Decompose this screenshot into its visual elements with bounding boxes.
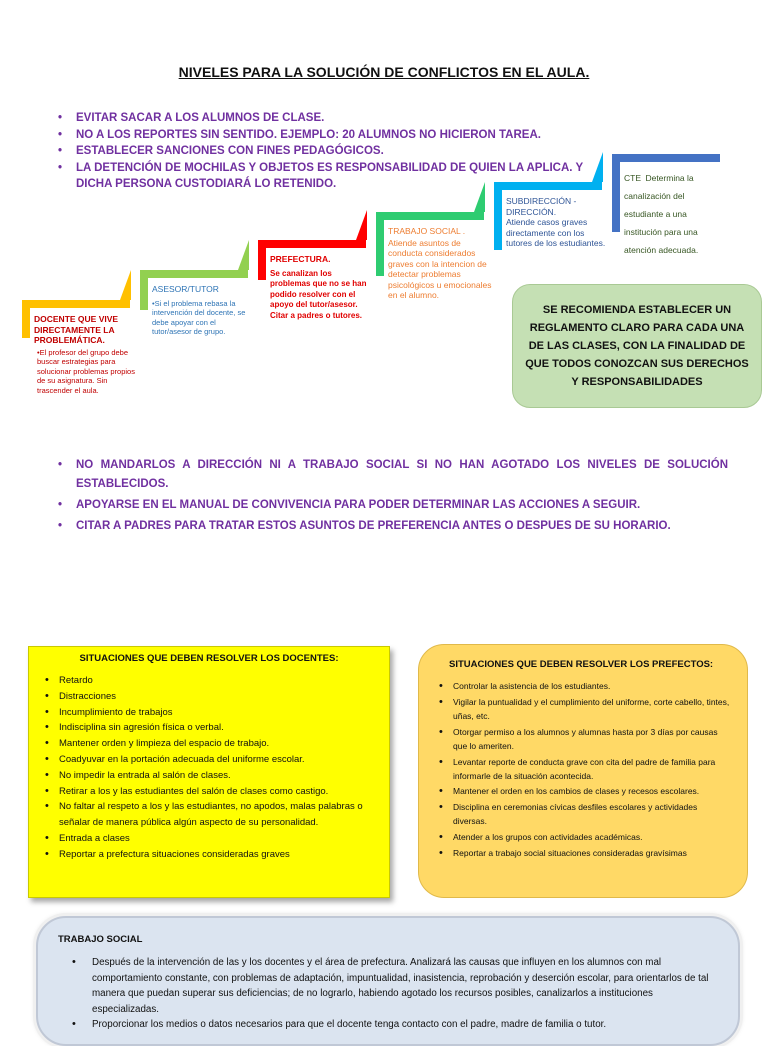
list-item: • Controlar la asistencia de los estudiantes. <box>435 679 731 693</box>
list-item: • Disciplina en ceremonias cívicas desfiles escolares y actividades diversas. <box>435 800 731 828</box>
docentes-box <box>28 646 390 898</box>
step-bar <box>494 182 602 190</box>
step-arrow-icon <box>238 240 249 270</box>
step-prefectura <box>258 240 378 350</box>
step-bar <box>140 270 248 278</box>
step-description: •Si el problema rebasa la intervención del docente, se debe apoyar con el tutor/asesor de grupo. <box>152 298 246 336</box>
list-item: • Atender a los grupos con actividades académicas. <box>435 830 731 844</box>
step-heading: PREFECTURA. <box>270 254 331 264</box>
list-item: • Después de la intervención de las y los docentes y el área de prefectura. Analizará las causas que influyen en los alumnos con mal comportamiento constante, con problemas de adaptación, impuntualidad, inasistencia, reprobación y deserción escolar, para orientarlos de tal manera que puedan superar sus deficiencias; de no lograrlo, habiendo agotado los recursos posibles, canalizarlos a instituciones especializadas. <box>58 955 718 1017</box>
list-item: • NO A LOS REPORTES SIN SENTIDO. EJEMPLO: 20 ALUMNOS NO HICIERON TAREA. <box>58 127 618 144</box>
step-bar <box>22 300 130 308</box>
list-item: • Retardo <box>41 673 377 689</box>
step-heading: ASESOR/TUTOR <box>152 284 219 294</box>
list-item: • NO MANDARLOS A DIRECCIÓN NI A TRABAJO SOCIAL SI NO HAN AGOTADO LOS NIVELES DE SOLUCIÓN ESTABLECIDOS. <box>58 456 728 494</box>
list-item: • Distracciones <box>41 689 377 705</box>
docentes-title: SITUACIONES QUE DEBEN RESOLVER LOS DOCENTES: <box>79 653 339 664</box>
list-item: • No impedir la entrada al salón de clases. <box>41 768 377 784</box>
step-description: Determina la canalización del estudiante a una institución para una atención adecuada. <box>624 173 699 255</box>
step-bar <box>22 300 30 338</box>
list-item: • ESTABLECER SANCIONES CON FINES PEDAGÓGICOS. <box>58 143 618 160</box>
step-bar <box>140 270 148 310</box>
list-item: • LA DETENCIÓN DE MOCHILAS Y OBJETOS ES RESPONSABILIDAD DE QUIEN LA APLICA. Y DICHA PERSONA CUSTODIARÁ LO RETENIDO. <box>58 160 618 193</box>
step-content <box>34 314 138 395</box>
step-description: Se canalizan los problemas que no se han podido resolver con el apoyo del tutor/asesor. Citar a padres o tutores. <box>270 268 367 320</box>
step-arrow-icon <box>592 152 603 182</box>
step-heading: CTE <box>624 173 641 183</box>
step-heading: DOCENTE QUE VIVE DIRECTAMENTE LA PROBLEMÁTICA. <box>34 314 119 345</box>
step-cte <box>612 154 722 255</box>
recommendation-text: SE RECOMIENDA ESTABLECER UN REGLAMENTO CLARO PARA CADA UNA DE LAS CLASES, CON LA FINALIDAD DE QUE TODOS CONOZCAN SUS DERECHOS Y RESPONSABILIDADES <box>525 304 749 388</box>
trabajo-social-list <box>58 955 718 1033</box>
step-bar <box>258 240 266 280</box>
docentes-list <box>41 673 377 863</box>
list-item: • Indisciplina sin agresión física o verbal. <box>41 720 377 736</box>
bottom-bullet-list <box>58 456 728 538</box>
list-item: • Entrada a clases <box>41 831 377 847</box>
list-item: • Retirar a los y las estudiantes del salón de clases como castigo. <box>41 784 377 800</box>
trabajo-social-box <box>36 916 740 1046</box>
step-content <box>270 254 370 321</box>
step-content <box>506 196 610 249</box>
step-arrow-icon <box>120 270 131 300</box>
list-item: • Otorgar permiso a los alumnos y alumnas hasta por 3 días por causas que lo ameriten. <box>435 725 731 753</box>
list-item: • EVITAR SACAR A LOS ALUMNOS DE CLASE. <box>58 110 618 127</box>
recommendation-box <box>512 284 762 408</box>
step-arrow-icon <box>356 210 367 240</box>
list-item: • No faltar al respeto a los y las estudiantes, no apodos, malas palabras o señalar de manera pública algún aspecto de su personalidad. <box>41 799 377 831</box>
trabajo-social-title: TRABAJO SOCIAL <box>58 934 143 945</box>
step-description: Atiende asuntos de conducta considerados graves con la intencion de detectar problemas psicológicos u emocionales en el alumno. <box>388 237 492 300</box>
step-docente <box>22 300 140 424</box>
step-arrow-icon <box>474 182 485 212</box>
step-heading: TRABAJO SOCIAL . <box>388 226 466 236</box>
list-item: • Mantener el orden en los cambios de clases y recesos escolares. <box>435 784 731 798</box>
step-bar <box>612 154 620 232</box>
step-bar <box>258 240 366 248</box>
list-item: • Vigilar la puntualidad y el cumplimiento del uniforme, corte cabello, tintes, uñas, etc. <box>435 695 731 723</box>
list-item: • Proporcionar los medios o datos necesarios para que el docente tenga contacto con el padre, madre de familia o tutor. <box>58 1017 718 1033</box>
prefectos-box <box>418 644 748 898</box>
list-item: • Reportar a trabajo social situaciones consideradas gravísimas <box>435 846 731 860</box>
step-description: Atiende casos graves directamente con los tutores de los estudiantes. <box>506 217 606 248</box>
list-item: • Mantener orden y limpieza del espacio de trabajo. <box>41 736 377 752</box>
list-item: • Coadyuvar en la portación adecuada del uniforme escolar. <box>41 752 377 768</box>
step-bar <box>376 212 384 276</box>
top-bullet-list <box>58 110 618 193</box>
step-description: •El profesor del grupo debe buscar estrategias para solucionar problemas propios de su asignatura. Sin trascender el aula. <box>37 347 135 395</box>
step-content <box>388 226 492 301</box>
list-item: • Incumplimiento de trabajos <box>41 705 377 721</box>
page-title: NIVELES PARA LA SOLUCIÓN DE CONFLICTOS EN EL AULA. <box>178 64 590 80</box>
step-subdireccion <box>494 182 616 274</box>
list-item: • APOYARSE EN EL MANUAL DE CONVIVENCIA PARA PODER DETERMINAR LAS ACCIONES A SEGUIR. <box>58 496 728 515</box>
step-asesor-tutor <box>140 270 258 360</box>
prefectos-list <box>435 679 731 860</box>
step-bar <box>612 154 720 162</box>
step-bar <box>494 182 502 250</box>
step-heading: SUBDIRECCIÓN - DIRECCIÓN. <box>506 196 577 217</box>
list-item: • Reportar a prefectura situaciones consideradas graves <box>41 847 377 863</box>
list-item: • CITAR A PADRES PARA TRATAR ESTOS ASUNTOS DE PREFERENCIA ANTES O DESPUES DE SU HORARIO. <box>58 517 728 536</box>
step-content <box>624 168 716 258</box>
list-item: • Levantar reporte de conducta grave con cita del padre de familia para informarle de la situación acontecida. <box>435 755 731 783</box>
step-trabajo-social <box>376 212 496 328</box>
step-bar <box>376 212 484 220</box>
step-content <box>152 284 256 337</box>
prefectos-title: SITUACIONES QUE DEBEN RESOLVER LOS PREFECTOS: <box>449 659 714 670</box>
